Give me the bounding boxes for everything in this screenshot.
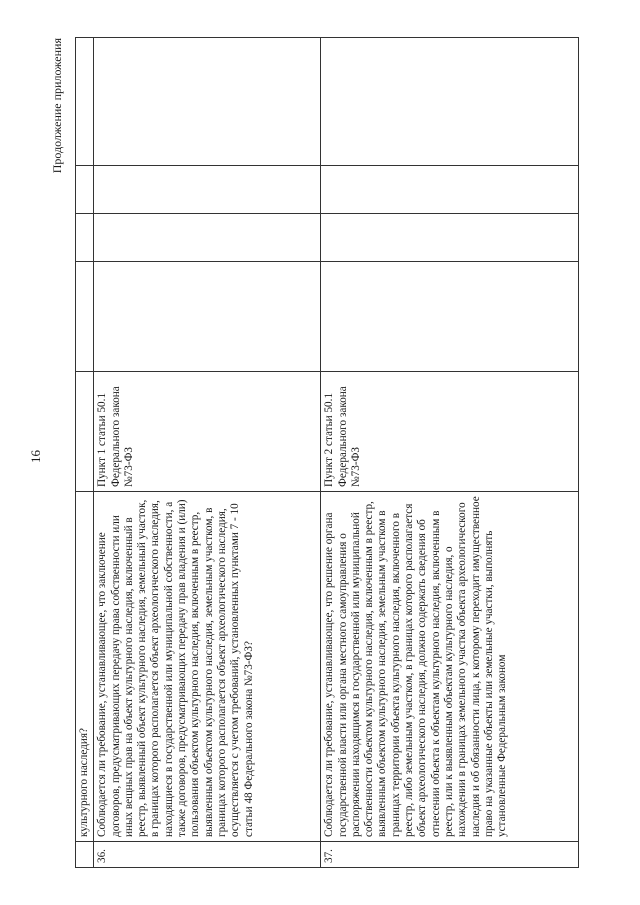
requirement-text: Соблюдается ли требование, устанавливающее, что заключение договоров, предусматривающих передачу права собственности или иных вещных прав на объект культурного наследия, включенный в реестр, выявленный объект культурного наследия, земельный участок, в границах которого располагается объект археологического наследия, находящиеся в государственной или муниципальной собственности, а также договоров, предусматривающих передачу прав владения и (или) пользования объектом культурного наследия, включенным в реестр, выявленным объектом культурного наследия, земельным участком, в границах которого располагается объект археологического наследия, осуществляется с учетом требований, установленных пунктами 7 - 10 статьи 48 Федерального закона №73-ФЗ? [94, 492, 321, 842]
checklist-table [75, 37, 579, 868]
continuation-label: Продолжение приложения [50, 38, 64, 174]
empty-cell [76, 214, 94, 262]
empty-cell [76, 262, 94, 372]
empty-cell [94, 38, 321, 166]
law-reference: Пункт 2 статьи 50.1 Федерального закона №73-ФЗ [321, 372, 579, 492]
empty-cell [321, 166, 579, 214]
empty-cell [94, 166, 321, 214]
empty-cell [321, 214, 579, 262]
law-reference: Пункт 1 статьи 50.1 Федерального закона №73-ФЗ [94, 372, 321, 492]
empty-cell [321, 262, 579, 372]
table-row [76, 38, 94, 868]
requirement-text: Соблюдается ли требование, устанавливающее, что решение органа государственной власти или органа местного самоуправления о распоряжении находящимся в государственной или муниципальной собственности объектом культурного наследия, включенным в реестр, выявленным объектом культурного наследия, земельным участком в границах территории объекта культурного наследия, включенного в реестр, либо земельным участком, в границах которого располагается объект археологического наследия, должно содержать сведения об отнесении объекта к объектам культурного наследия, включенным в реестр, или к выявленным объектам культурного наследия, о нахождении в границах земельного участка объекта археологического наследия и об обязанности лица, к которому переходит имущественное право на указанные объекты или земельные участки, выполнять установленные Федеральным законом [321, 492, 579, 842]
empty-cell [94, 214, 321, 262]
row-number: 36. [94, 842, 321, 868]
row-number: 37. [321, 842, 579, 868]
table-row [321, 38, 579, 868]
rotated-content [30, 38, 620, 868]
empty-cell [76, 38, 94, 166]
empty-cell [321, 38, 579, 166]
table-row [94, 38, 321, 868]
requirement-text: культурного наследия? [76, 492, 94, 842]
law-reference [76, 372, 94, 492]
page-number: 16 [28, 450, 43, 463]
row-number [76, 842, 94, 868]
empty-cell [76, 166, 94, 214]
empty-cell [94, 262, 321, 372]
